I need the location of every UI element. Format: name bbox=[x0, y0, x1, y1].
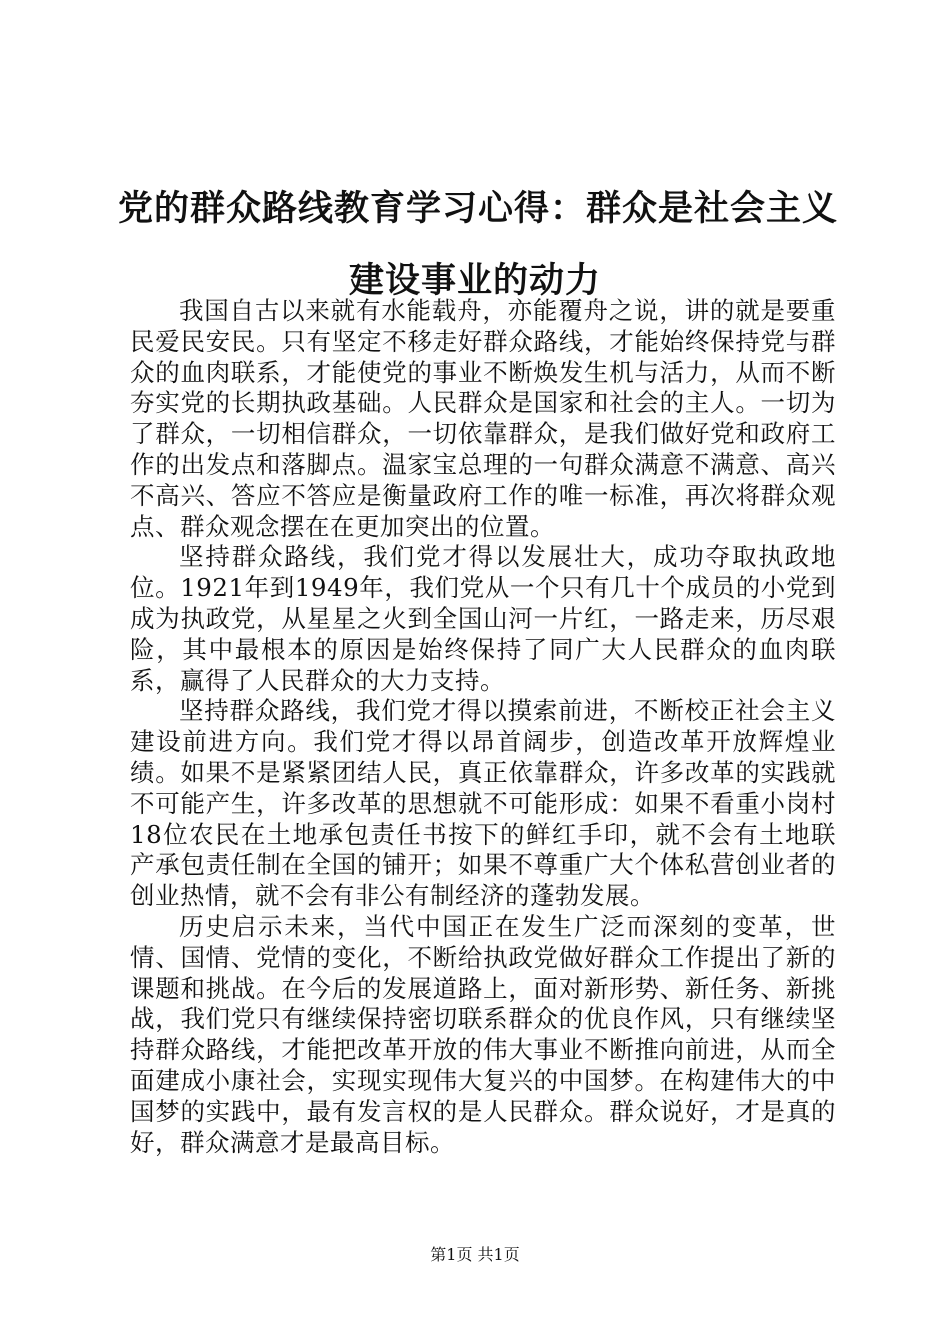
page-footer: 第1页 共1页 bbox=[430, 1245, 520, 1264]
title-line-1: 党的群众路线教育学习心得：群众是社会主义 bbox=[118, 189, 839, 229]
paragraph-4: 历史启示未来，当代中国正在发生广泛而深刻的变革，世情、国情、党情的变化，不断给执政党做好群众工作提出了新的课题和挑战。在今后的发展道路上，面对新形势、新任务、新挑战，我们党只有继续保持密切联系群众的优良作风，只有继续坚持群众路线，才能把改革开放的伟大事业不断推向前进，从而全面建成小康社会，实现实现伟大复兴的中国梦。在构建伟大的中国梦的实践中，最有发言权的是人民群众。群众说好，才是真的好，群众满意才是最高目标。 bbox=[130, 911, 836, 1157]
document-body bbox=[130, 296, 836, 1158]
title-line-2: 建设事业的动力 bbox=[348, 261, 601, 301]
paragraph-2: 坚持群众路线，我们党才得以发展壮大，成功夺取执政地位。1921年到1949年，我们党从一个只有几十个成员的小党到成为执政党，从星星之火到全国山河一片红，一路走来，历尽艰险，其中最根本的原因是始终保持了同广大人民群众的血肉联系，赢得了人民群众的大力支持。 bbox=[130, 542, 836, 695]
paragraph-3: 坚持群众路线，我们党才得以摸索前进，不断校正社会主义建设前进方向。我们党才得以昂首阔步，创造改革开放辉煌业绩。如果不是紧紧团结人民，真正依靠群众，许多改革的实践就不可能产生，许多改革的思想就不可能形成：如果不看重小岗村18位农民在土地承包责任书按下的鲜红手印，就不会有土地联产承包责任制在全国的铺开；如果不尊重广大个体私营创业者的创业热情，就不会有非公有制经济的蓬勃发展。 bbox=[130, 696, 836, 911]
paragraph-1: 我国自古以来就有水能载舟，亦能覆舟之说，讲的就是要重民爱民安民。只有坚定不移走好群众路线，才能始终保持党与群众的血肉联系，才能使党的事业不断焕发生机与活力，从而不断夯实党的长期执政基础。人民群众是国家和社会的主人。一切为了群众，一切相信群众，一切依靠群众，是我们做好党和政府工作的出发点和落脚点。温家宝总理的一句群众满意不满意、高兴不高兴、答应不答应是衡量政府工作的唯一标准，再次将群众观点、群众观念摆在在更加突出的位置。 bbox=[130, 296, 836, 541]
